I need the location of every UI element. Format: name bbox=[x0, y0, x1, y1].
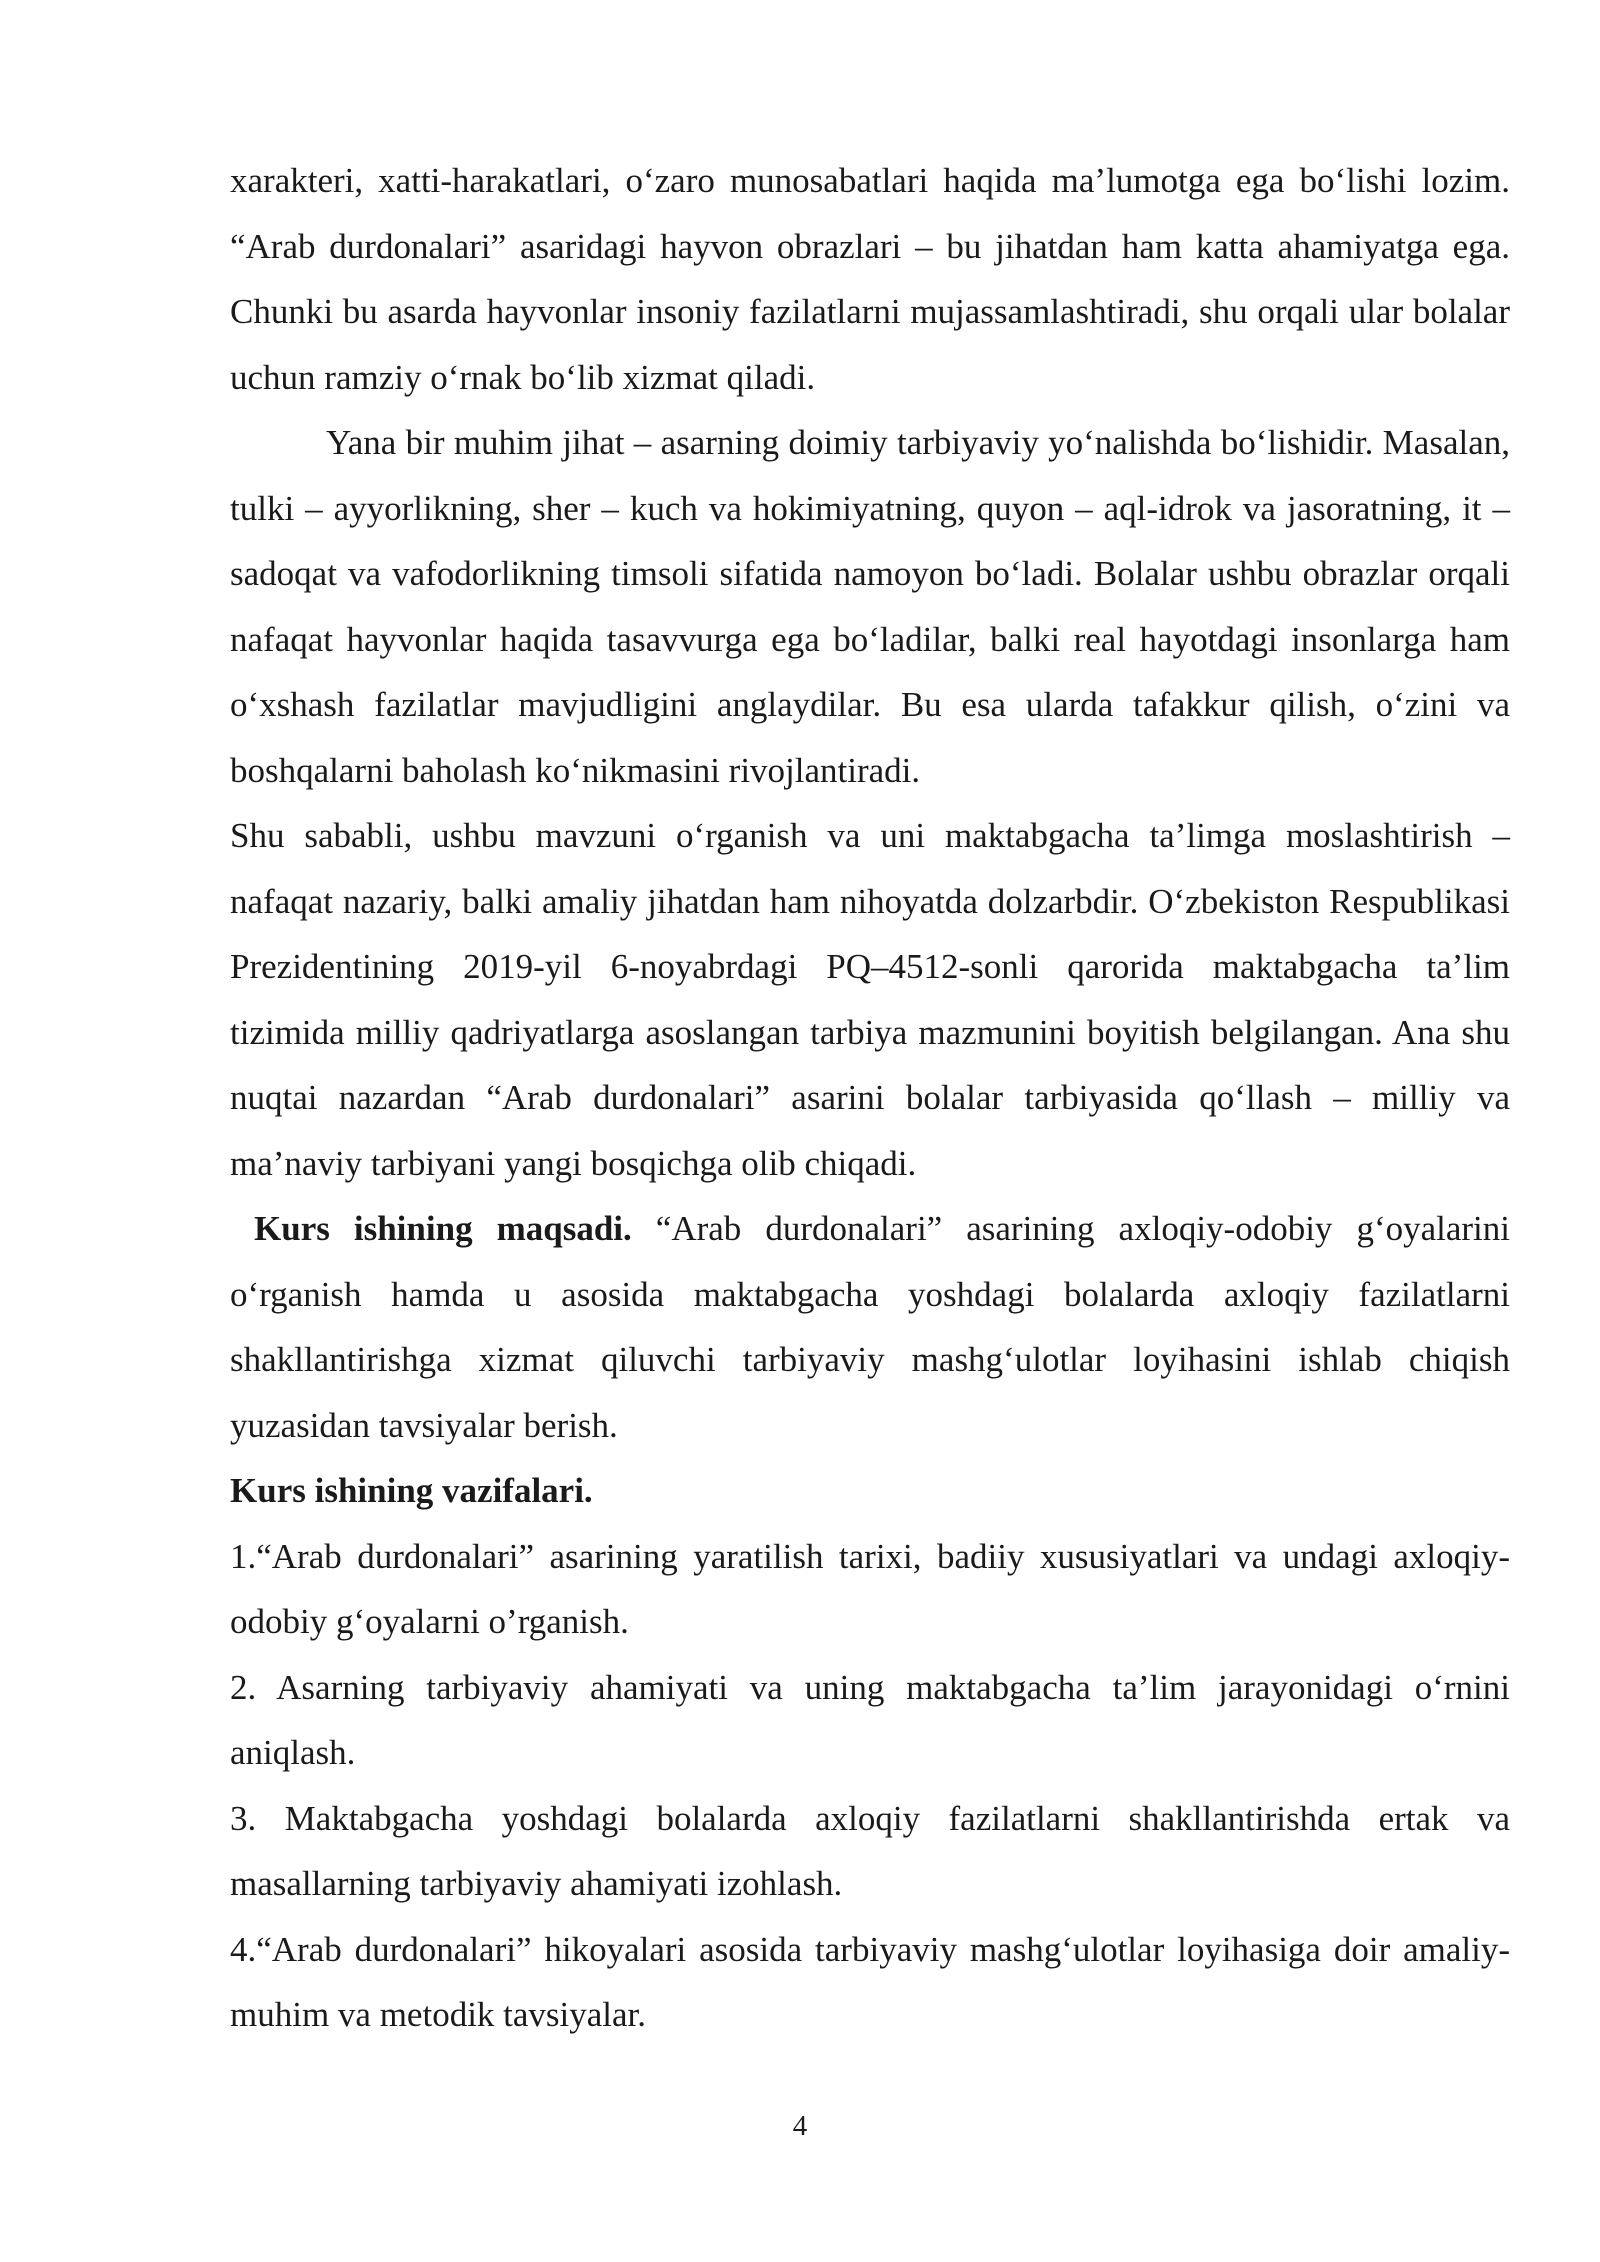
tasks-heading: Kurs ishining vazifalari. bbox=[230, 1471, 593, 1510]
goal-heading: Kurs ishining maqsadi. bbox=[254, 1209, 632, 1248]
task-item-1: 1.“Arab durdonalari” asarining yaratilish tarixi, badiiy xususiyatlari va undagi axloqiy-odobiy g‘oyalarni o’rganish. bbox=[230, 1536, 1510, 1641]
task-item-2: 2. Asarning tarbiyaviy ahamiyati va uning maktabgacha ta’lim jarayonidagi o‘rnini aniqlash. bbox=[230, 1667, 1510, 1772]
task-item-3: 3. Maktabgacha yoshdagi bolalarda axloqiy fazilatlarni shakllantirishda ertak va masallarning tarbiyaviy ahamiyati izohlash. bbox=[230, 1798, 1510, 1903]
task-item-4: 4.“Arab durdonalari” hikoyalari asosida tarbiyaviy mashg‘ulotlar loyihasiga doir amaliy-muhim va metodik tavsiyalar. bbox=[230, 1929, 1510, 2034]
paragraph-educational-direction: Yana bir muhim jihat – asarning doimiy tarbiyaviy yo‘nalishda bo‘lishidir. Masalan, tulki – ayyorlikning, sher – kuch va hokimiyatning, quyon – aql-idrok va jasoratning, it – sadoqat va vafodorlikning timsoli sifatida namoyon bo‘ladi. Bolalar ushbu obrazlar orqali nafaqat hayvonlar haqida tasavvurga ega bo‘ladilar, balki real hayotdagi insonlarga ham o‘xshash fazilatlar mavjudligini anglaydilar. Bu esa ularda tafakkur qilish, o‘zini va boshqalarni baholash ko‘nikmasini rivojlantiradi. bbox=[230, 423, 1510, 790]
goal-text: “Arab durdonalari” asarining axloqiy-odobiy g‘oyalarini o‘rganish hamda u asosida maktabgacha yoshdagi bolalarda axloqiy fazilatlarni shakllantirishga xizmat qiluvchi tarbiyaviy mashg‘ulotlar loyihasini ishlab chiqish yuzasidan tavsiyalar berish. bbox=[230, 1209, 1510, 1445]
page-number: 4 bbox=[792, 2110, 808, 2142]
paragraph-goal bbox=[230, 1196, 1510, 1458]
paragraph-intro-continued: xarakteri, xatti-harakatlari, o‘zaro munosabatlari haqida ma’lumotga ega bo‘lishi lozim. “Arab durdonalari” asaridagi hayvon obrazlari – bu jihatdan ham katta ahamiyatga ega. Chunki bu asarda hayvonlar insoniy fazilatlarni mujassamlashtiradi, shu orqali ular bolalar uchun ramziy o‘rnak bo‘lib xizmat qiladi. bbox=[230, 161, 1510, 397]
paragraph-relevance: Shu sababli, ushbu mavzuni o‘rganish va uni maktabgacha ta’limga moslashtirish – nafaqat nazariy, balki amaliy jihatdan ham nihoyatda dolzarbdir. O‘zbekiston Respublikasi Prezidentining 2019-yil 6-noyabrdagi PQ–4512-sonli qarorida maktabgacha ta’lim tizimida milliy qadriyatlarga asoslangan tarbiya mazmunini boyitish belgilangan. Ana shu nuqtai nazardan “Arab durdonalari” asarini bolalar tarbiyasida qo‘llash – milliy va ma’naviy tarbiyani yangi bosqichga olib chiqadi. bbox=[230, 816, 1510, 1183]
document-body bbox=[230, 148, 1510, 2048]
